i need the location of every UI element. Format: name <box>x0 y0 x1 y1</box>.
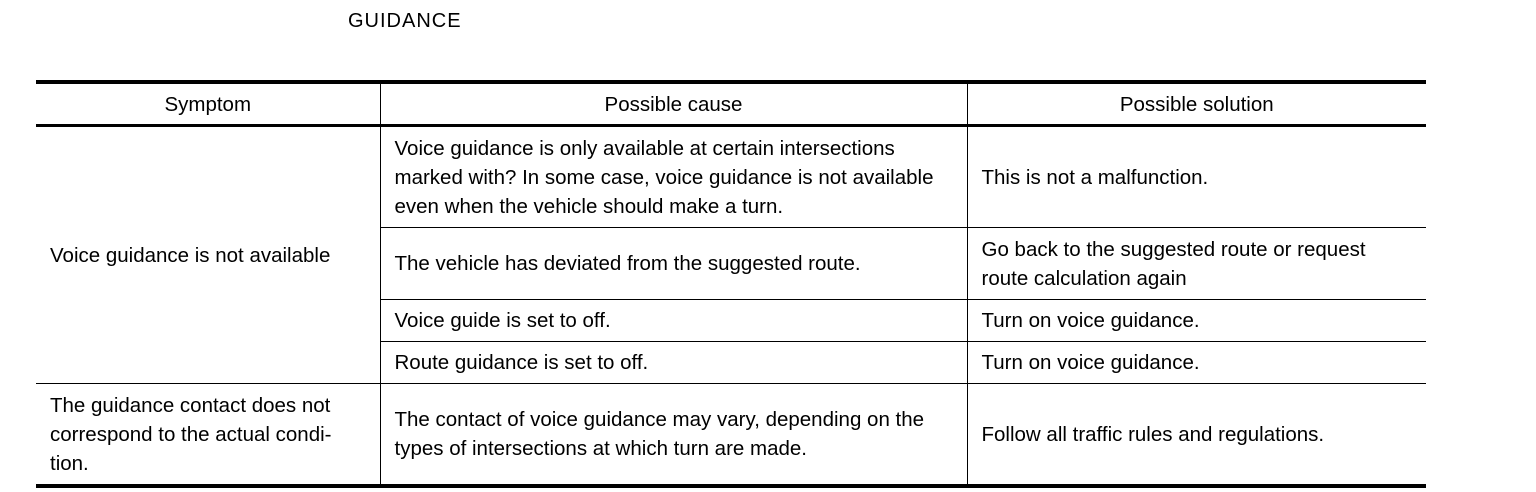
header-possible-cause: Possible cause <box>380 82 967 126</box>
cause-cell: The contact of voice guidance may vary, depending on the types of intersections at which turn are made. <box>380 384 967 487</box>
troubleshooting-table <box>36 80 1426 488</box>
cause-cell: The vehicle has deviated from the suggested route. <box>380 228 967 300</box>
symptom-cell: Voice guidance is not available <box>36 126 380 384</box>
table-body <box>36 126 1426 487</box>
table-header <box>36 82 1426 126</box>
solution-cell: Go back to the suggested route or request route calculation again <box>967 228 1426 300</box>
solution-cell: Turn on voice guidance. <box>967 300 1426 342</box>
header-row <box>36 82 1426 126</box>
solution-cell: This is not a malfunction. <box>967 126 1426 228</box>
cause-cell: Voice guide is set to off. <box>380 300 967 342</box>
header-possible-solution: Possible solution <box>967 82 1426 126</box>
table-row <box>36 384 1426 487</box>
solution-cell: Turn on voice guidance. <box>967 342 1426 384</box>
table-row <box>36 126 1426 228</box>
symptom-cell: The guidance contact does not correspond to the actual condi-tion. <box>36 384 380 487</box>
cause-cell: Route guidance is set to off. <box>380 342 967 384</box>
cause-cell: Voice guidance is only available at certain intersections marked with? In some case, voice guidance is not available even when the vehicle should make a turn. <box>380 126 967 228</box>
solution-cell: Follow all traffic rules and regulations. <box>967 384 1426 487</box>
header-symptom: Symptom <box>36 82 380 126</box>
cropped-section-heading: GUIDANCE <box>348 10 462 32</box>
